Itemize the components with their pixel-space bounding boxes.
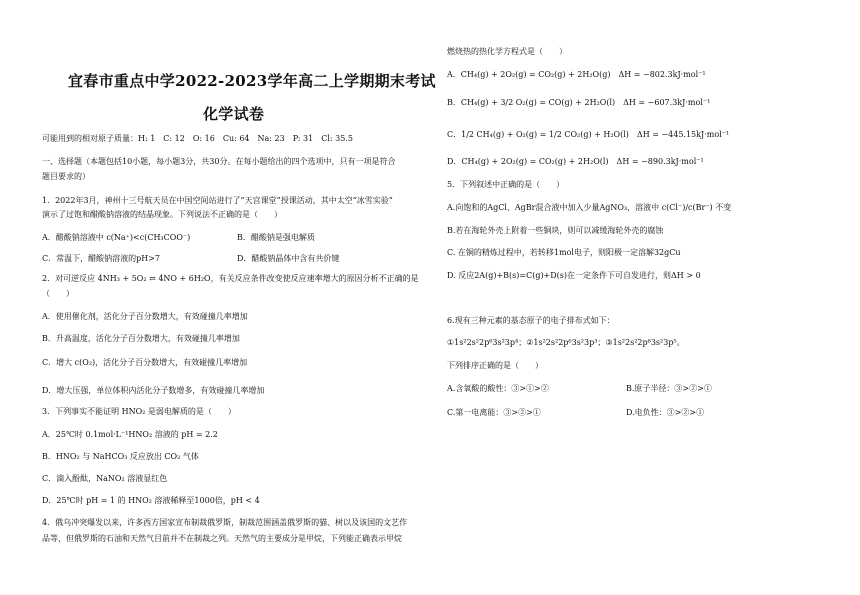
q1-option-c[interactable] (42, 254, 160, 264)
q2-option-b[interactable]: B．升高温度，活化分子百分数增大，有效碰撞几率增加 (42, 334, 240, 343)
q4-option-a[interactable]: A．CH₄(g) + 2O₂(g) = CO₂(g) + 2H₂O(g) ΔH = −802.3kJ·mol⁻¹ (447, 70, 706, 79)
q2-stem-line2: （ ） (42, 289, 74, 298)
q6-stem: 6.现有三种元素的基态原子的电子排布式如下： (447, 316, 615, 325)
q3-option-c[interactable]: C．滴入酚酞，NaNO₂ 溶液显红色 (42, 474, 168, 483)
q3-stem: 3．下列事实不能证明 HNO₂ 是弱电解质的是（ ） (42, 407, 236, 416)
q6-option-b[interactable]: B.原子半径：③>②>① (626, 384, 712, 393)
q1-option-d-text: D．醋酸钠晶体中含有共价键 (237, 254, 340, 263)
exam-title: 宜春市重点中学2022-2023学年高二上学期期末考试 (68, 72, 436, 90)
q3-option-b[interactable]: B．HNO₂ 与 NaHCO₃ 反应放出 CO₂ 气体 (42, 452, 199, 461)
q1-stem-line1: 1．2022年3月，神州十三号航天员在中国空间站进行了“天宫课堂”授课活动，其中太空“冰雪实验” (42, 196, 393, 205)
q6-ask: 下列排序正确的是（ ） (447, 361, 543, 370)
q4-option-d[interactable]: D．CH₄(g) + 2O₂(g) = CO₂(g) + 2H₂O(l) ΔH = −890.3kJ·mol⁻¹ (447, 157, 704, 166)
q1-option-d[interactable] (237, 254, 339, 264)
q4-option-c[interactable]: C．1/2 CH₄(g) + O₂(g) = 1/2 CO₂(g) + H₂O(l) ΔH = −445.15kJ·mol⁻¹ (447, 130, 730, 139)
q3-option-a[interactable]: A．25℃时 0.1mol·L⁻¹HNO₂ 溶液的 pH = 2.2 (42, 430, 218, 439)
q3-option-d[interactable]: D．25℃时 pH = 1 的 HNO₂ 溶液稀释至1000倍，pH < 4 (42, 496, 260, 505)
q5-option-b[interactable]: B.若在海轮外壳上附着一些铜块，则可以减缓海轮外壳的腐蚀 (447, 226, 664, 235)
section-instructions-line2: 题目要求的） (42, 172, 90, 181)
q1-option-a[interactable] (42, 233, 190, 243)
q1-option-b-text: B．醋酸钠是强电解质 (237, 233, 315, 242)
atomic-mass-line: 可能用到的相对原子质量：H: 1 C: 12 O: 16 Cu: 64 Na: 23 P: 31 Cl: 35.5 (42, 134, 353, 143)
q4-option-b[interactable]: B．CH₄(g) + 3/2 O₂(g) = CO(g) + 2H₂O(l) ΔH = −607.3kJ·mol⁻¹ (447, 98, 711, 107)
q5-option-a[interactable]: A.向饱和的AgCl、AgBr混合液中加入少量AgNO₃，溶液中 c(Cl⁻)/c(Br⁻) 不变 (447, 203, 732, 212)
q2-option-a[interactable]: A．使用催化剂，活化分子百分数增大，有效碰撞几率增加 (42, 312, 248, 321)
q5-stem: 5．下列叙述中正确的是（ ） (447, 180, 565, 189)
q1-stem-line2: 演示了过饱和醋酸钠溶液的结晶现象。下列说法不正确的是（ ） (42, 210, 282, 219)
q2-option-d[interactable]: D．增大压强，单位体积内活化分子数增多，有效碰撞几率增加 (42, 386, 265, 395)
q2-option-c[interactable]: C．增大 c(O₂)，活化分子百分数增大，有效碰撞几率增加 (42, 358, 248, 367)
q5-option-d[interactable]: D. 反应2A(g)+B(s)=C(g)+D(s)在一定条件下可自发进行，则ΔH > 0 (447, 271, 701, 280)
q6-configs: ①1s²2s²2p⁶3s²3p⁴；②1s²2s²2p⁶3s²3p³；③1s²2s²2p⁶3s²3p⁵。 (447, 338, 685, 347)
q5-option-c[interactable]: C. 在铜的精炼过程中，若转移1mol电子，则阳极一定溶解32gCu (447, 248, 681, 257)
exam-subtitle: 化学试卷 (203, 105, 265, 123)
q2-stem-line1: 2．对可逆反应 4NH₃ + 5O₂ ⇌ 4NO + 6H₂O，有关反应条件改变使反应速率增大的原因分析不正确的是 (42, 274, 419, 283)
q6-option-a[interactable]: A.含氧酸的酸性：③>①>② (447, 384, 549, 393)
q1-option-b[interactable] (237, 233, 315, 243)
q4-stem-line3: 燃烧热的热化学方程式是（ ） (447, 47, 567, 56)
q4-stem-line2: 品等，但俄罗斯的石油和天然气目前并不在制裁之列。天然气的主要成分是甲烷，下列能正确表示甲烷 (42, 534, 402, 543)
section-instructions-line1: 一、选择题（本题包括10小题，每小题3分，共30分。在每小题给出的四个选项中，只有一项是符合 (42, 157, 396, 166)
q6-option-d[interactable]: D.电负性：③>②>① (626, 408, 705, 417)
q6-option-c[interactable]: C.第一电离能：③>②>① (447, 408, 541, 417)
q1-option-a-text: A．醋酸钠溶液中 c(Na⁺)<c(CH₃COO⁻) (42, 233, 191, 242)
q1-option-c-text: C．常温下，醋酸钠溶液的pH>7 (42, 254, 161, 263)
q4-stem-line1: 4．俄乌冲突爆发以来，许多西方国家宣布制裁俄罗斯，制裁范围涵盖俄罗斯的猫、树以及该国的文艺作 (42, 518, 408, 527)
